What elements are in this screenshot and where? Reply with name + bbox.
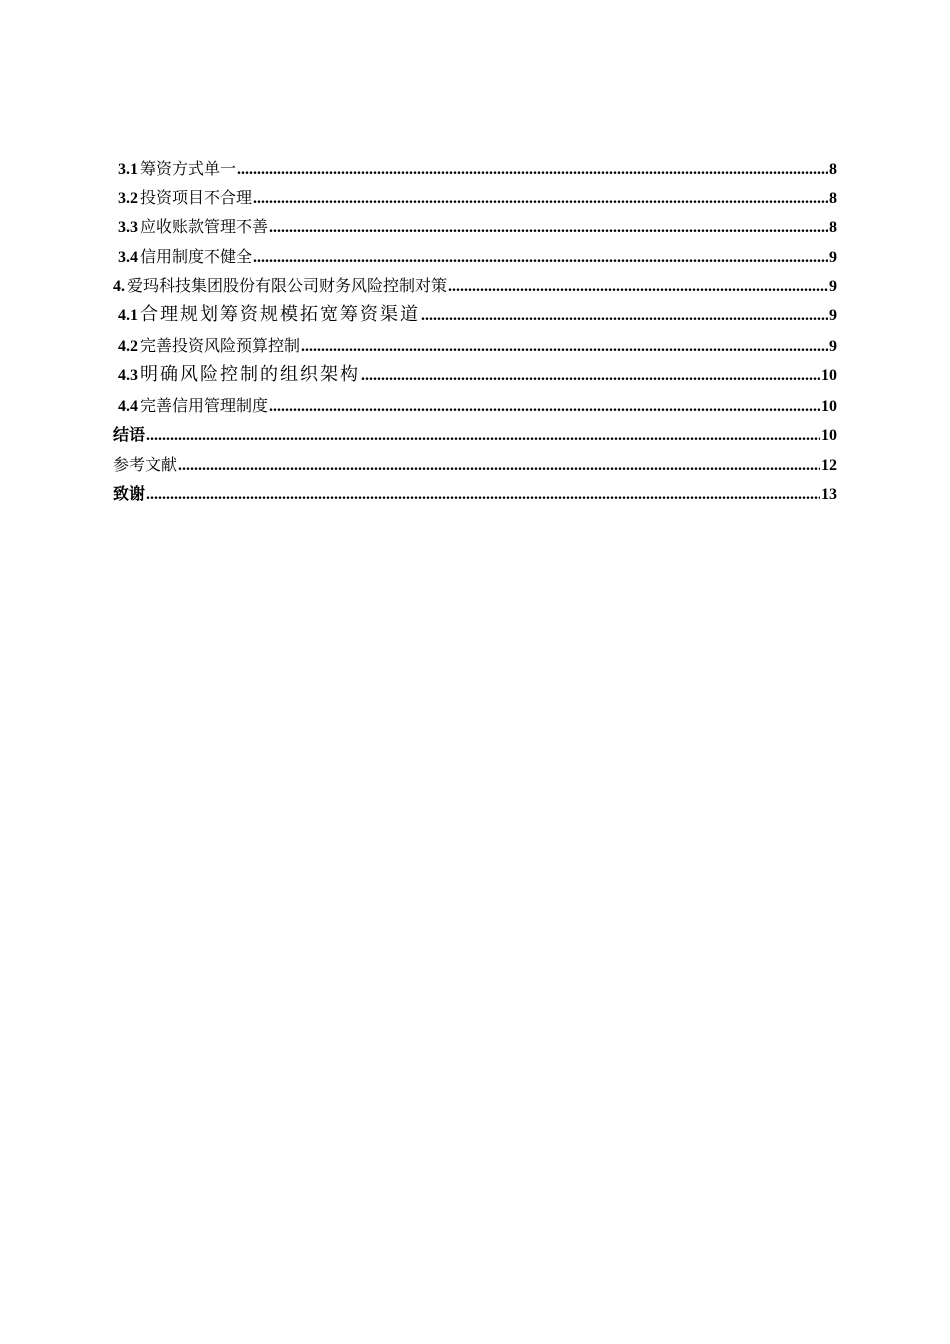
toc-entry-page: 10 [821, 367, 837, 385]
toc-entry-number: 4. [113, 277, 125, 295]
toc-entry-title: 合理规划筹资规模拓宽筹资渠道 [140, 303, 420, 325]
toc-entry-conclusion[interactable] [113, 425, 837, 454]
toc-entry-page: 8 [829, 190, 837, 208]
toc-entry-references[interactable] [113, 455, 837, 484]
toc-entry-number: 3.3 [118, 219, 138, 237]
dot-leader [269, 218, 828, 238]
toc-entry-acknowledgements[interactable] [113, 484, 837, 513]
toc-entry-title: 明确风险控制的组织架构 [140, 364, 360, 386]
toc-entry-number: 3.1 [118, 161, 138, 178]
dot-leader [361, 366, 820, 386]
toc-entry-3-1[interactable] [113, 159, 837, 188]
toc-entry-4[interactable] [113, 276, 837, 305]
toc-entry-number: 4.2 [118, 337, 138, 355]
dot-leader [253, 189, 828, 209]
dot-leader [301, 337, 828, 357]
toc-entry-title: 投资项目不合理 [140, 188, 253, 208]
table-of-contents [113, 159, 837, 513]
toc-entry-page: 8 [829, 219, 837, 237]
toc-entry-3-4[interactable] [113, 247, 837, 276]
toc-entry-title: 应收账款管理不善 [140, 217, 269, 237]
toc-entry-title: 信用制度不健全 [140, 246, 253, 266]
dot-leader [253, 248, 828, 268]
toc-entry-page: 9 [829, 277, 837, 295]
toc-entry-title: 筹资方式单一 [140, 159, 237, 178]
toc-entry-page: 13 [821, 485, 837, 503]
toc-entry-title: 致谢 [113, 483, 146, 503]
toc-entry-4-4[interactable] [113, 396, 837, 425]
toc-entry-page: 10 [821, 427, 837, 445]
toc-entry-4-2[interactable] [113, 336, 837, 365]
toc-entry-page: 9 [829, 337, 837, 355]
toc-entry-title: 完善信用管理制度 [140, 396, 269, 416]
toc-entry-page: 12 [821, 456, 837, 474]
toc-entry-page: 9 [829, 248, 837, 266]
toc-entry-number: 4.4 [118, 398, 138, 416]
dot-leader [448, 277, 828, 297]
dot-leader [146, 485, 820, 505]
toc-entry-title: 爱玛科技集团股份有限公司财务风险控制对策 [127, 275, 448, 295]
toc-entry-4-3[interactable] [113, 365, 837, 396]
toc-entry-number: 3.2 [118, 190, 138, 208]
toc-entry-number: 4.3 [118, 367, 138, 385]
dot-leader [269, 397, 820, 417]
toc-entry-number: 3.4 [118, 248, 138, 266]
toc-entry-3-3[interactable] [113, 217, 837, 246]
dot-leader [146, 426, 820, 446]
toc-entry-page: 10 [821, 398, 837, 416]
dot-leader [178, 456, 820, 476]
toc-entry-4-1[interactable] [113, 305, 837, 336]
toc-entry-title: 完善投资风险预算控制 [140, 335, 301, 355]
toc-entry-page: 8 [829, 161, 837, 178]
toc-entry-title: 结语 [113, 425, 146, 445]
dot-leader [237, 160, 828, 180]
dot-leader [421, 306, 828, 326]
toc-entry-number: 4.1 [118, 306, 138, 324]
toc-entry-page: 9 [829, 306, 837, 324]
toc-entry-3-2[interactable] [113, 188, 837, 217]
toc-entry-title: 参考文献 [113, 454, 178, 474]
